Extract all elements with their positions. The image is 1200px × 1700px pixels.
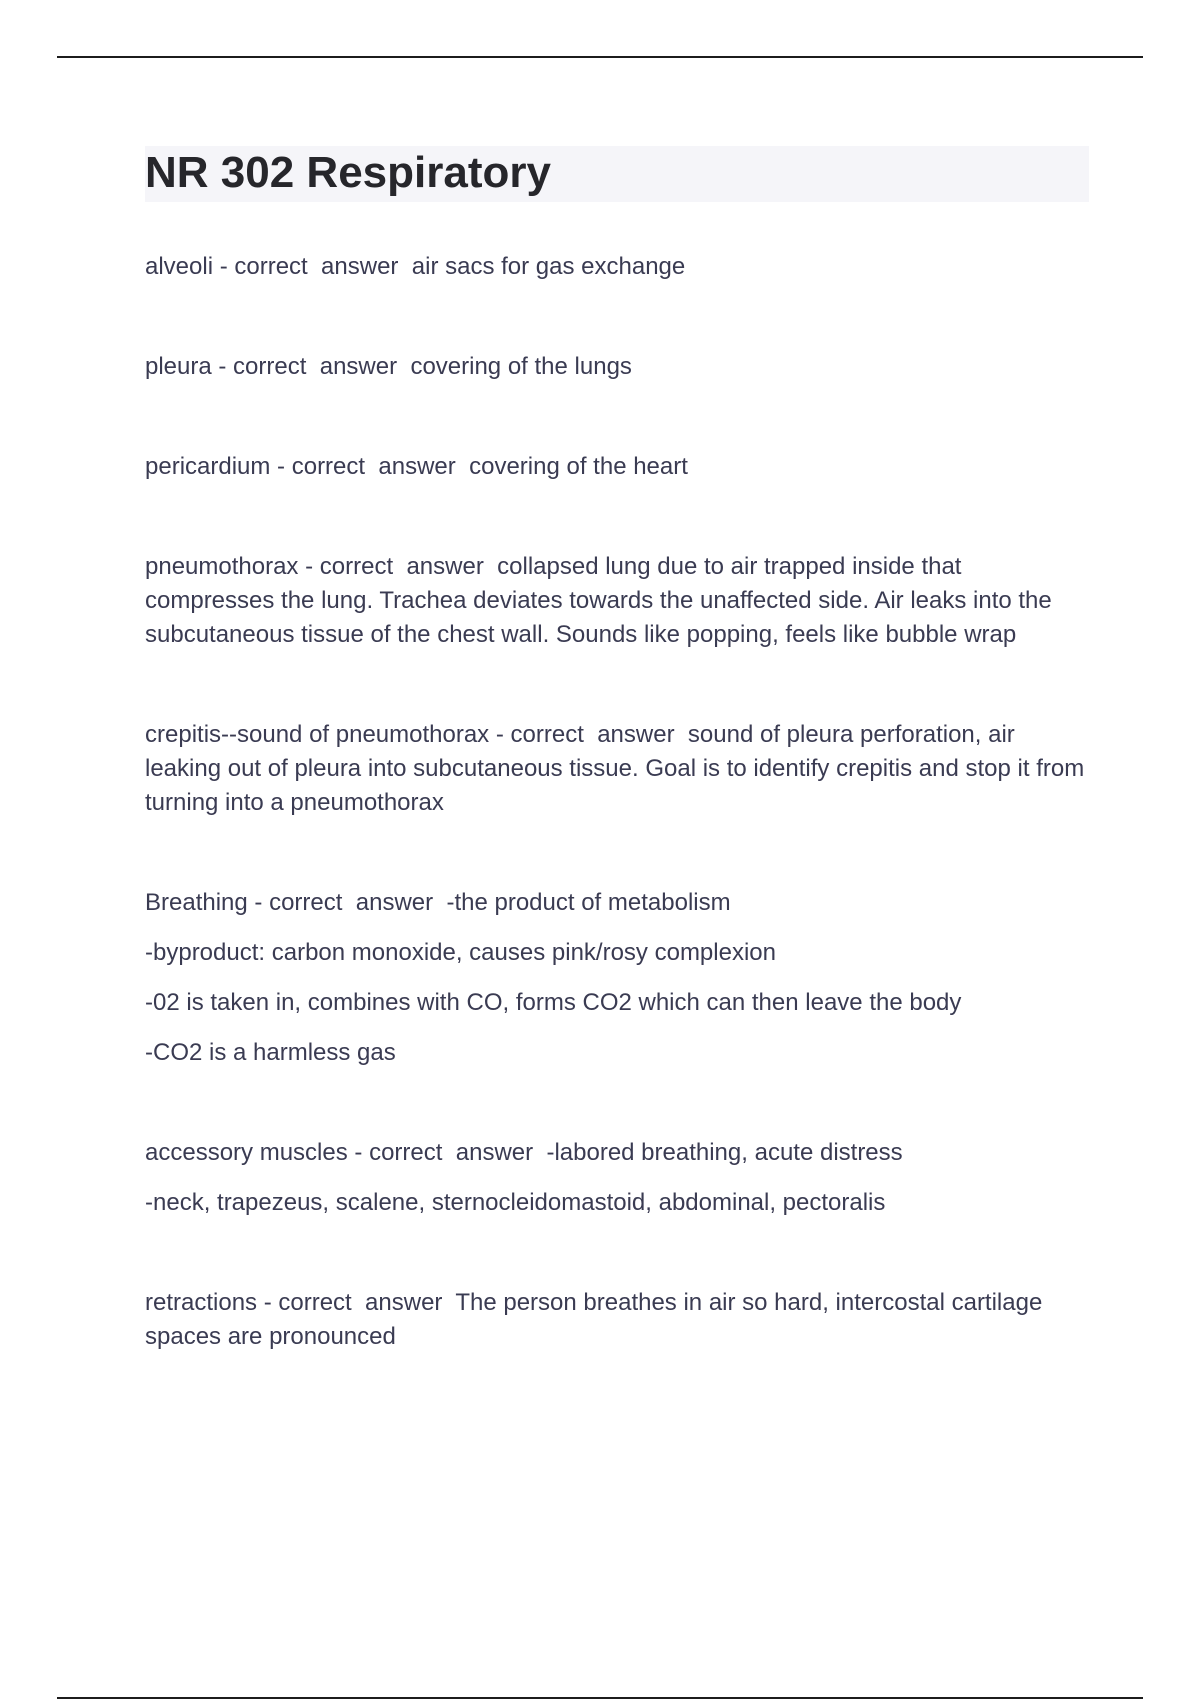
card-separator: - correct answer — [247, 889, 447, 916]
card-separator: - correct answer — [211, 353, 411, 380]
flashcard-crepitis — [145, 718, 1090, 820]
card-answer-line: -neck, trapezeus, scalene, sternocleidomastoid, abdominal, pectoralis — [145, 1189, 886, 1216]
card-answer: air sacs for gas exchange — [411, 253, 686, 280]
card-separator: - correct answer — [298, 553, 498, 580]
card-term: crepitis--sound of pneumothorax — [145, 721, 490, 748]
card-answer: sound of pleura perforation, air leaking out of pleura into subcutaneous tissue. Goal is to identify crepitis and stop it from turning into a pneumothorax — [145, 721, 1091, 816]
card-separator: - correct answer — [347, 1139, 547, 1166]
card-answer: collapsed lung due to air trapped inside that compresses the lung. Trachea deviates towards the unaffected side. Air leaks into the subcutaneous tissue of the chest wall. Sounds like popping, feels like bubble wrap — [145, 553, 1059, 648]
card-term: Breathing — [145, 889, 248, 916]
bottom-rule — [57, 1697, 1143, 1699]
card-answer-line: -byproduct: carbon monoxide, causes pink/rosy complexion — [145, 939, 776, 966]
card-line — [145, 886, 1090, 920]
card-term: pleura — [145, 353, 212, 380]
card-line — [145, 1286, 1090, 1354]
flashcard-retractions — [145, 1286, 1090, 1354]
card-separator: - correct answer — [257, 1289, 456, 1316]
card-line — [145, 250, 1090, 284]
card-term: accessory muscles — [145, 1139, 348, 1166]
top-rule — [57, 56, 1143, 58]
card-answer: -labored breathing, acute distress — [546, 1139, 903, 1166]
card-answer: The person breathes in air so hard, intercostal cartilage spaces are pronounced — [145, 1289, 1049, 1350]
card-separator: - correct answer — [213, 253, 412, 280]
card-answer: -the product of metabolism — [446, 889, 731, 916]
flashcard-accessory-muscles — [145, 1136, 1090, 1220]
card-separator: - correct answer — [489, 721, 688, 748]
card-answer-line: -CO2 is a harmless gas — [145, 1039, 396, 1066]
card-answer-line: -02 is taken in, combines with CO, forms CO2 which can then leave the body — [145, 989, 962, 1016]
card-separator: - correct answer — [270, 453, 470, 480]
flashcard-pleura — [145, 350, 1090, 384]
flashcard-pneumothorax — [145, 550, 1090, 652]
card-term: retractions — [145, 1289, 258, 1316]
card-answer: covering of the heart — [469, 453, 688, 480]
card-term: pneumothorax — [145, 553, 299, 580]
card-line — [145, 1136, 1090, 1170]
card-line — [145, 350, 1090, 384]
card-term: alveoli — [145, 253, 214, 280]
flashcard-list — [145, 250, 1090, 1420]
flashcard-breathing — [145, 886, 1090, 1070]
flashcard-pericardium — [145, 450, 1090, 484]
flashcard-alveoli — [145, 250, 1090, 284]
document-title: NR 302 Respiratory — [145, 148, 551, 197]
card-line — [145, 550, 1090, 652]
card-line — [145, 450, 1090, 484]
card-term: pericardium — [145, 453, 271, 480]
card-answer: covering of the lungs — [410, 353, 632, 380]
card-line — [145, 718, 1090, 820]
